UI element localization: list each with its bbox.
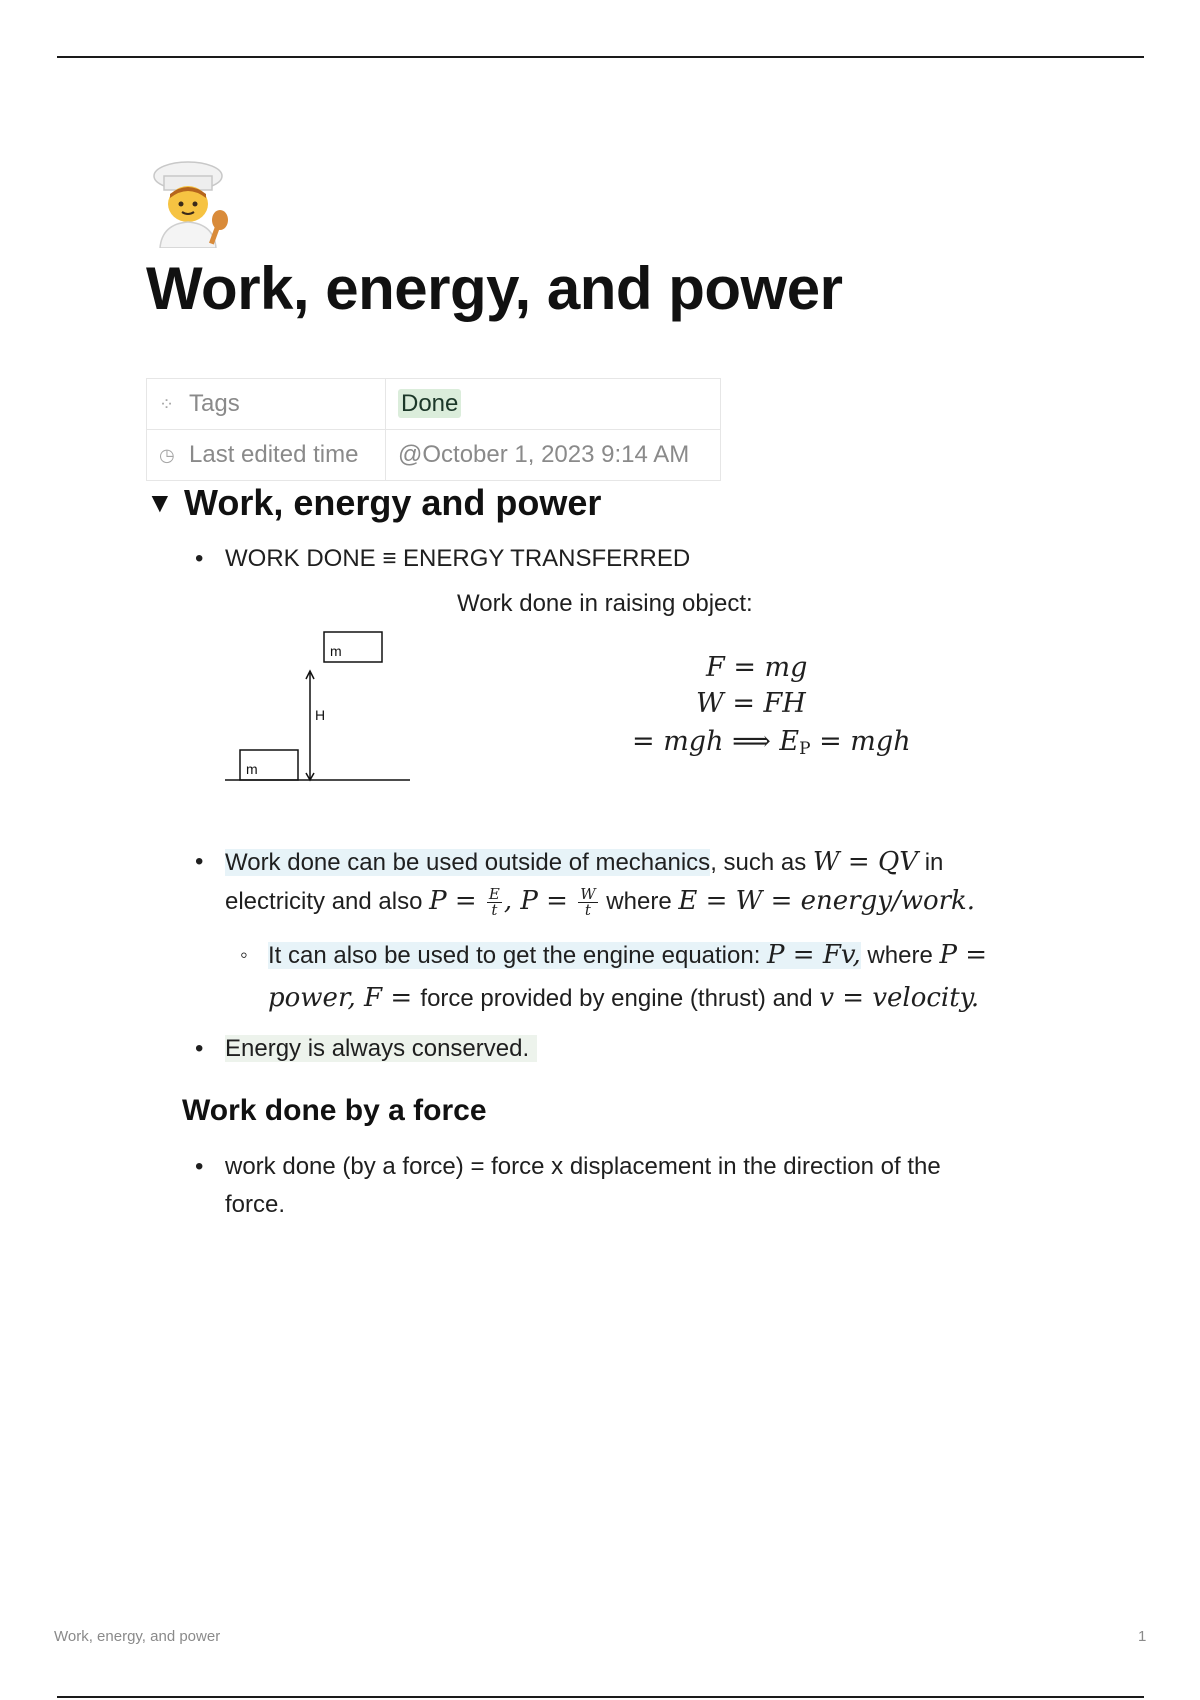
eq3-right: = mgh (810, 726, 911, 757)
triangle-down-icon[interactable]: ▼ (146, 487, 174, 518)
fraction-numerator: E (488, 885, 500, 904)
text-span: electricity and also (225, 888, 430, 915)
property-row-last-edited (147, 430, 721, 481)
fraction-denominator: t (584, 901, 591, 920)
text-span: work done (by a force) = force x displacement in the direction of the (225, 1153, 941, 1180)
cook-emoji-icon (148, 158, 234, 248)
text-span: in (918, 849, 944, 876)
property-key-last-edited[interactable] (147, 430, 386, 481)
properties-table (146, 378, 721, 481)
page-title: Work, energy, and power (146, 255, 843, 322)
bullet-dot: • (195, 1035, 204, 1062)
eq3-left: = mgh ⟹ E (632, 726, 800, 757)
list-item-nested (240, 934, 1068, 1020)
highlighted-text: Energy is always conserved. (225, 1035, 537, 1062)
equation-force: F = mg (706, 652, 808, 683)
list-item (195, 843, 1045, 921)
property-value-last-edited[interactable] (386, 430, 721, 481)
bottom-rule (57, 1696, 1144, 1698)
fraction (487, 887, 502, 918)
math-inline: , P = (503, 886, 577, 916)
bullet-dot: • (195, 545, 204, 572)
top-rule (57, 56, 1144, 58)
highlighted-text: Work done can be used outside of mechanics (225, 849, 711, 876)
bullet-circle: ◦ (240, 942, 248, 967)
text-span: where (599, 888, 679, 915)
list-item (195, 1148, 1045, 1224)
status-badge[interactable]: Done (398, 389, 461, 418)
property-label: Last edited time (189, 441, 359, 468)
math-inline: E = W = energy/work. (678, 886, 976, 916)
footer-title: Work, energy, and power (54, 1628, 221, 1645)
list-item-text: WORK DONE ≡ ENERGY TRANSFERRED (225, 545, 691, 572)
section-heading: Work done by a force (182, 1094, 487, 1127)
math-inline: P = (429, 886, 485, 916)
property-row-tags (147, 379, 721, 430)
last-edited-value: @October 1, 2023 9:14 AM (398, 441, 690, 468)
highlighted-text (268, 942, 861, 969)
clock-icon: ◷ (159, 445, 175, 466)
property-label: Tags (189, 390, 240, 417)
text-span: It can also be used to get the engine equation: (268, 942, 768, 969)
math-inline: P = Fv, (767, 940, 861, 970)
raised-object-diagram (220, 625, 420, 785)
box-label-bottom: m (246, 761, 258, 777)
text-span: where (860, 942, 940, 969)
list-item (195, 540, 691, 578)
math-inline: P = (939, 940, 988, 970)
math-inline: v = velocity. (819, 983, 980, 1013)
property-value-tags[interactable] (386, 379, 721, 430)
box-label-top: m (330, 643, 342, 659)
fraction-denominator: t (491, 901, 498, 920)
math-inline: power, F = (268, 983, 421, 1013)
list-item (195, 1030, 537, 1068)
property-key-tags[interactable] (147, 379, 386, 430)
fraction-numerator: W (580, 885, 596, 904)
eq3-sub: P (799, 739, 811, 759)
loading-icon: ⁘ (159, 394, 175, 415)
fraction (578, 887, 597, 918)
toggle-heading[interactable] (146, 482, 601, 524)
toggle-heading-text: Work, energy and power (184, 482, 602, 523)
page-number: 1 (1138, 1628, 1147, 1645)
diagram-caption: Work done in raising object: (457, 590, 753, 617)
equation-work: W = FH (696, 688, 806, 719)
math-inline: W = QV (812, 847, 919, 877)
text-span: , such as (710, 849, 813, 876)
text-span: force provided by engine (thrust) and (420, 985, 820, 1012)
bullet-dot: • (195, 848, 204, 875)
height-label: H (315, 707, 326, 723)
equation-potential-energy (632, 726, 911, 759)
text-span: force. (225, 1191, 286, 1218)
bullet-dot: • (195, 1153, 204, 1180)
